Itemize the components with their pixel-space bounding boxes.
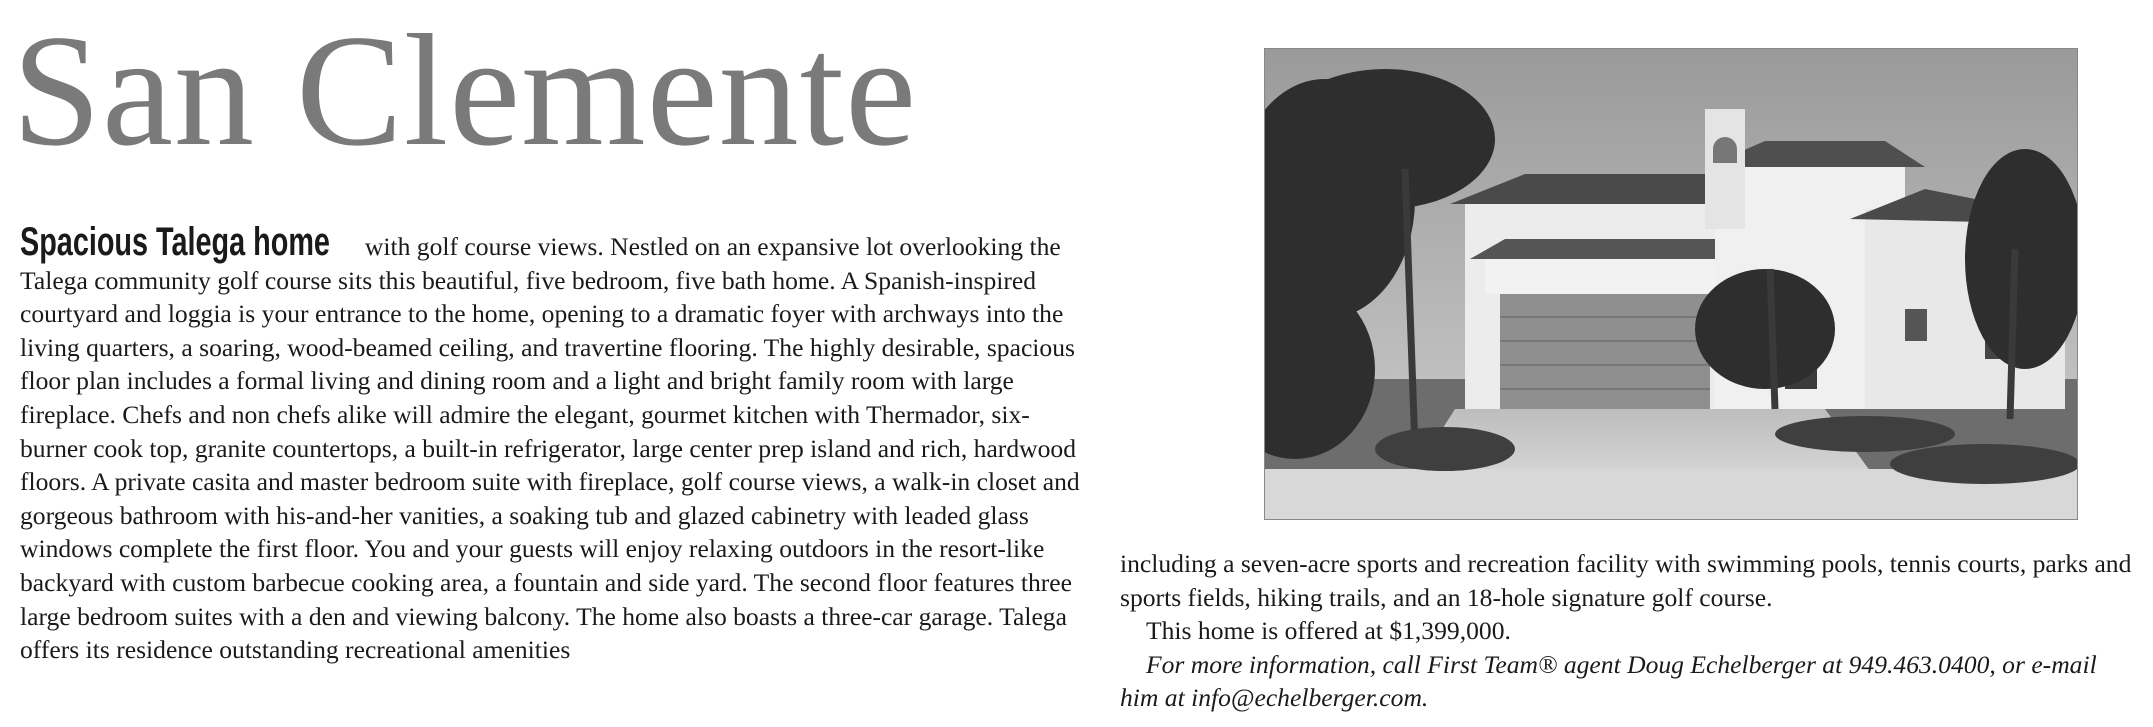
house-photo (1264, 48, 2078, 520)
article-column-right (1120, 547, 2132, 715)
article-body-right: including a seven-acre sports and recreation facility with swimming pools, tennis courts, parks and sports fields, hiking trails, and an 18-hole signature golf course. (1120, 549, 2132, 612)
article-paragraph (20, 220, 1080, 667)
article-body-left: with golf course views. Nestled on an expansive lot overlooking the Talega community golf course sits this beautiful, five bedroom, five bath home. A Spanish-inspired courtyard and loggia is your entrance to the home, opening to a dramatic foyer with archways into the living quarters, a soaring, wood-beamed ceiling, and travertine flooring. The highly desirable, spacious floor plan includes a formal living and dining room and a light and bright family room with large fireplace. Chefs and non chefs alike will admire the elegant, gourmet kitchen with Thermador, six-burner cook top, granite countertops, a built-in refrigerator, large center prep island and rich, hardwood floors. A private casita and master bedroom suite with fireplace, golf course views, a walk-in closet and gorgeous bathroom with his-and-her vanities, a soaking tub and glazed cabinetry with leaded glass windows complete the first floor. You and your guests will enjoy relaxing outdoors in the resort-like backyard with custom barbecue cooking area, a fountain and side yard. The second floor features three large bedroom suites with a den and viewing balcony. The home also boasts a three-car garage. Talega offers its residence outstanding recreational amenities (20, 232, 1080, 665)
contact-line: For more information, call First Team® agent Doug Echelberger at 949.463.0400, or e-mail him at info@echelberger.com. (1120, 649, 2097, 713)
lead-in: Spacious Talega home (20, 220, 330, 264)
article-column-left (20, 220, 1080, 667)
price-line: This home is offered at $1,399,000. (1146, 616, 1511, 646)
headline: San Clemente (12, 1, 918, 179)
